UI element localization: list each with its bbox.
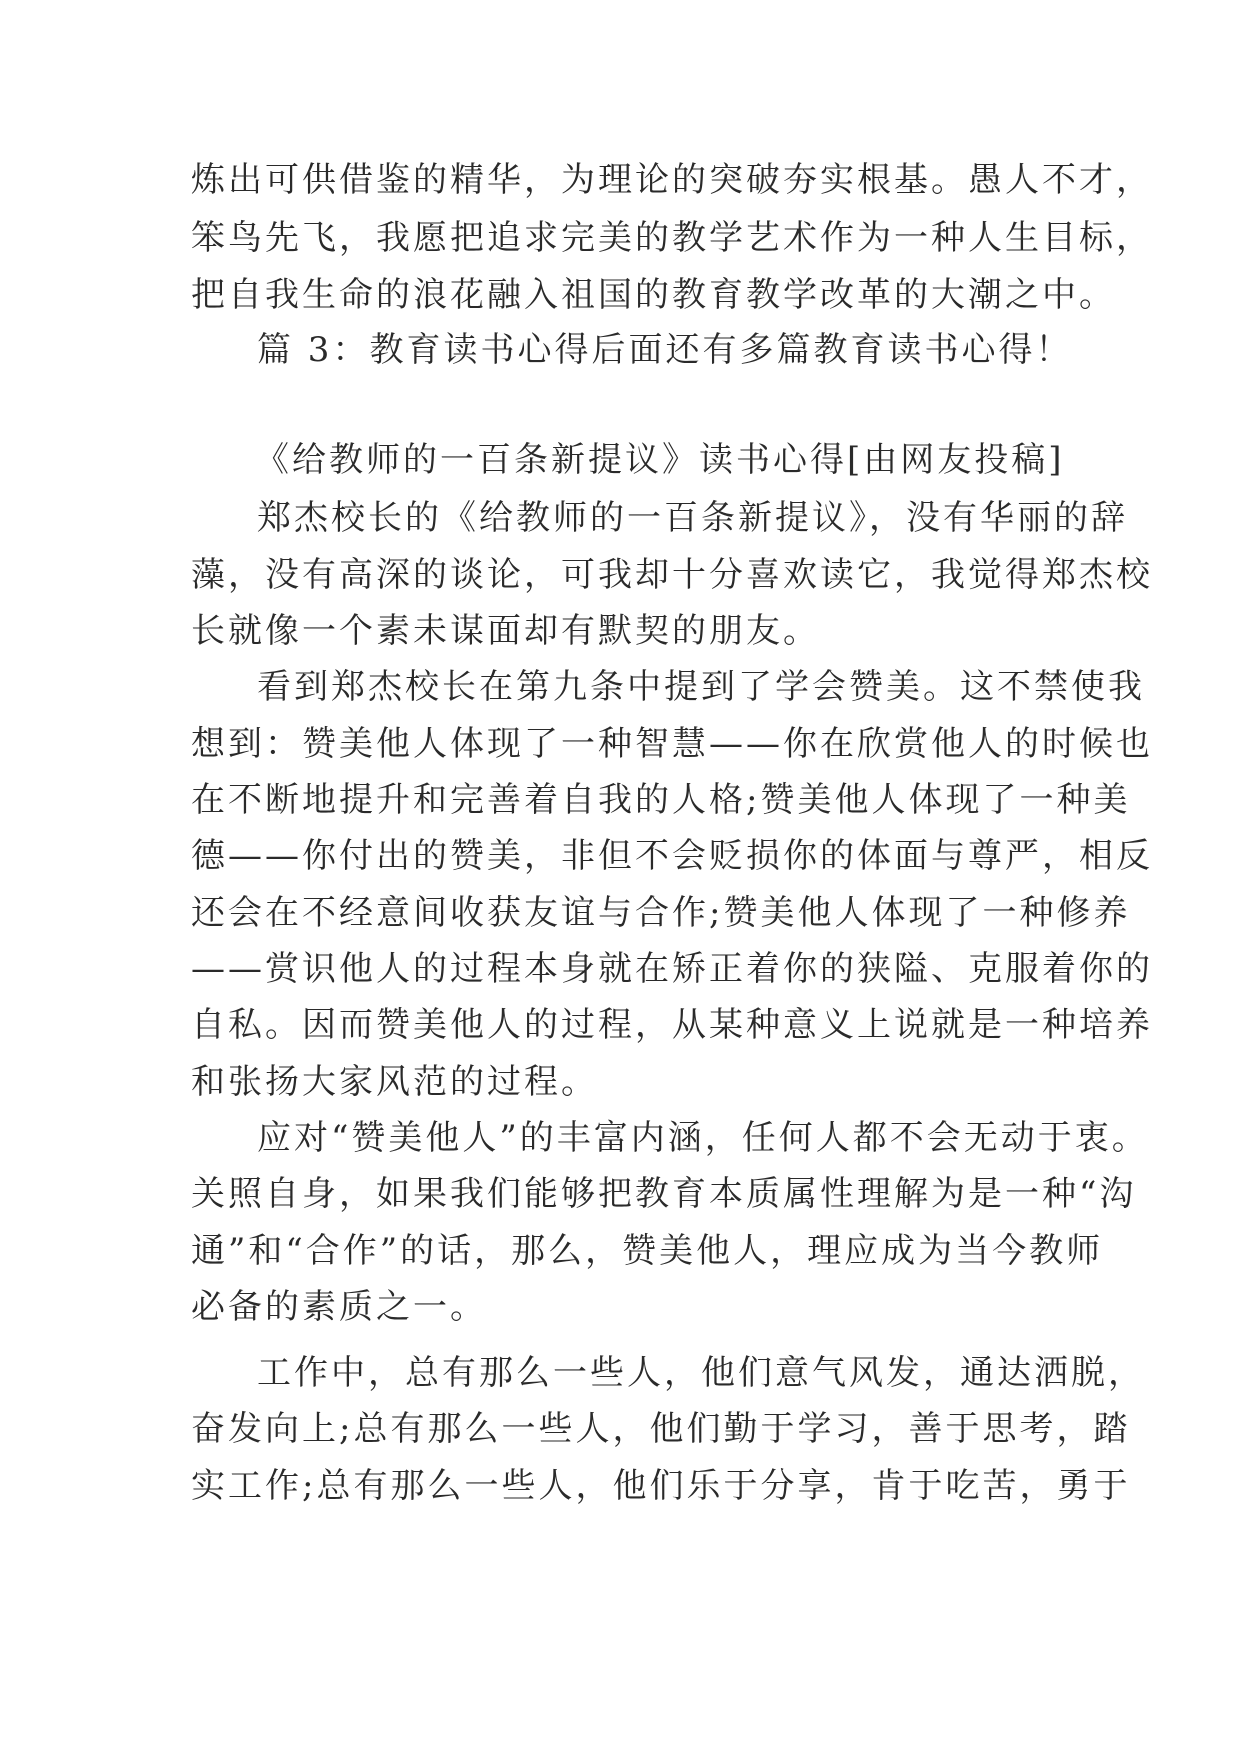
text-line: 应对“赞美他人”的丰富内涵，任何人都不会无动于衷。 xyxy=(257,1118,1149,1158)
text-line: 关照自身，如果我们能够把教育本质属性理解为是一种“沟 xyxy=(191,1174,1137,1214)
text-line: 还会在不经意间收获友谊与合作;赞美他人体现了一种修养 xyxy=(191,893,1131,933)
text-line: 在不断地提升和完善着自我的人格;赞美他人体现了一种美 xyxy=(191,780,1131,820)
text-line: 长就像一个素未谋面却有默契的朋友。 xyxy=(191,611,820,651)
text-line: 实工作;总有那么一些人，他们乐于分享，肯于吃苦，勇于 xyxy=(191,1466,1131,1506)
text-line: 把自我生命的浪花融入祖国的教育教学改革的大潮之中。 xyxy=(191,275,1116,315)
text-line: 藻，没有高深的谈论，可我却十分喜欢读它，我觉得郑杰校 xyxy=(191,555,1153,595)
text-line: 郑杰校长的《给教师的一百条新提议》，没有华丽的辞 xyxy=(257,498,1128,538)
article-title: 《给教师的一百条新提议》读书心得[由网友投稿] xyxy=(255,440,1065,480)
text-line: 通”和“合作”的话，那么，赞美他人，理应成为当今教师 xyxy=(191,1231,1104,1271)
text-line: 工作中，总有那么一些人，他们意气风发，通达洒脱， xyxy=(257,1353,1145,1393)
text-line: 炼出可供借鉴的精华，为理论的突破夯实根基。愚人不才， xyxy=(191,160,1153,200)
text-line: 想到：赞美他人体现了一种智慧——你在欣赏他人的时候也 xyxy=(191,724,1153,764)
text-line: ——赏识他人的过程本身就在矫正着你的狭隘、克服着你的 xyxy=(191,949,1153,989)
text-line: 看到郑杰校长在第九条中提到了学会赞美。这不禁使我 xyxy=(257,667,1145,707)
text-line: 笨鸟先飞，我愿把追求完美的教学艺术作为一种人生目标， xyxy=(191,218,1153,258)
text-line: 奋发向上;总有那么一些人，他们勤于学习，善于思考，踏 xyxy=(191,1409,1131,1449)
text-line: 自私。因而赞美他人的过程，从某种意义上说就是一种培养 xyxy=(191,1005,1153,1045)
text-line: 和张扬大家风范的过程。 xyxy=(191,1062,598,1102)
section-heading: 篇 3：教育读书心得后面还有多篇教育读书心得！ xyxy=(257,330,1073,370)
text-line: 德——你付出的赞美，非但不会贬损你的体面与尊严，相反 xyxy=(191,836,1153,876)
text-line: 必备的素质之一。 xyxy=(191,1287,487,1327)
